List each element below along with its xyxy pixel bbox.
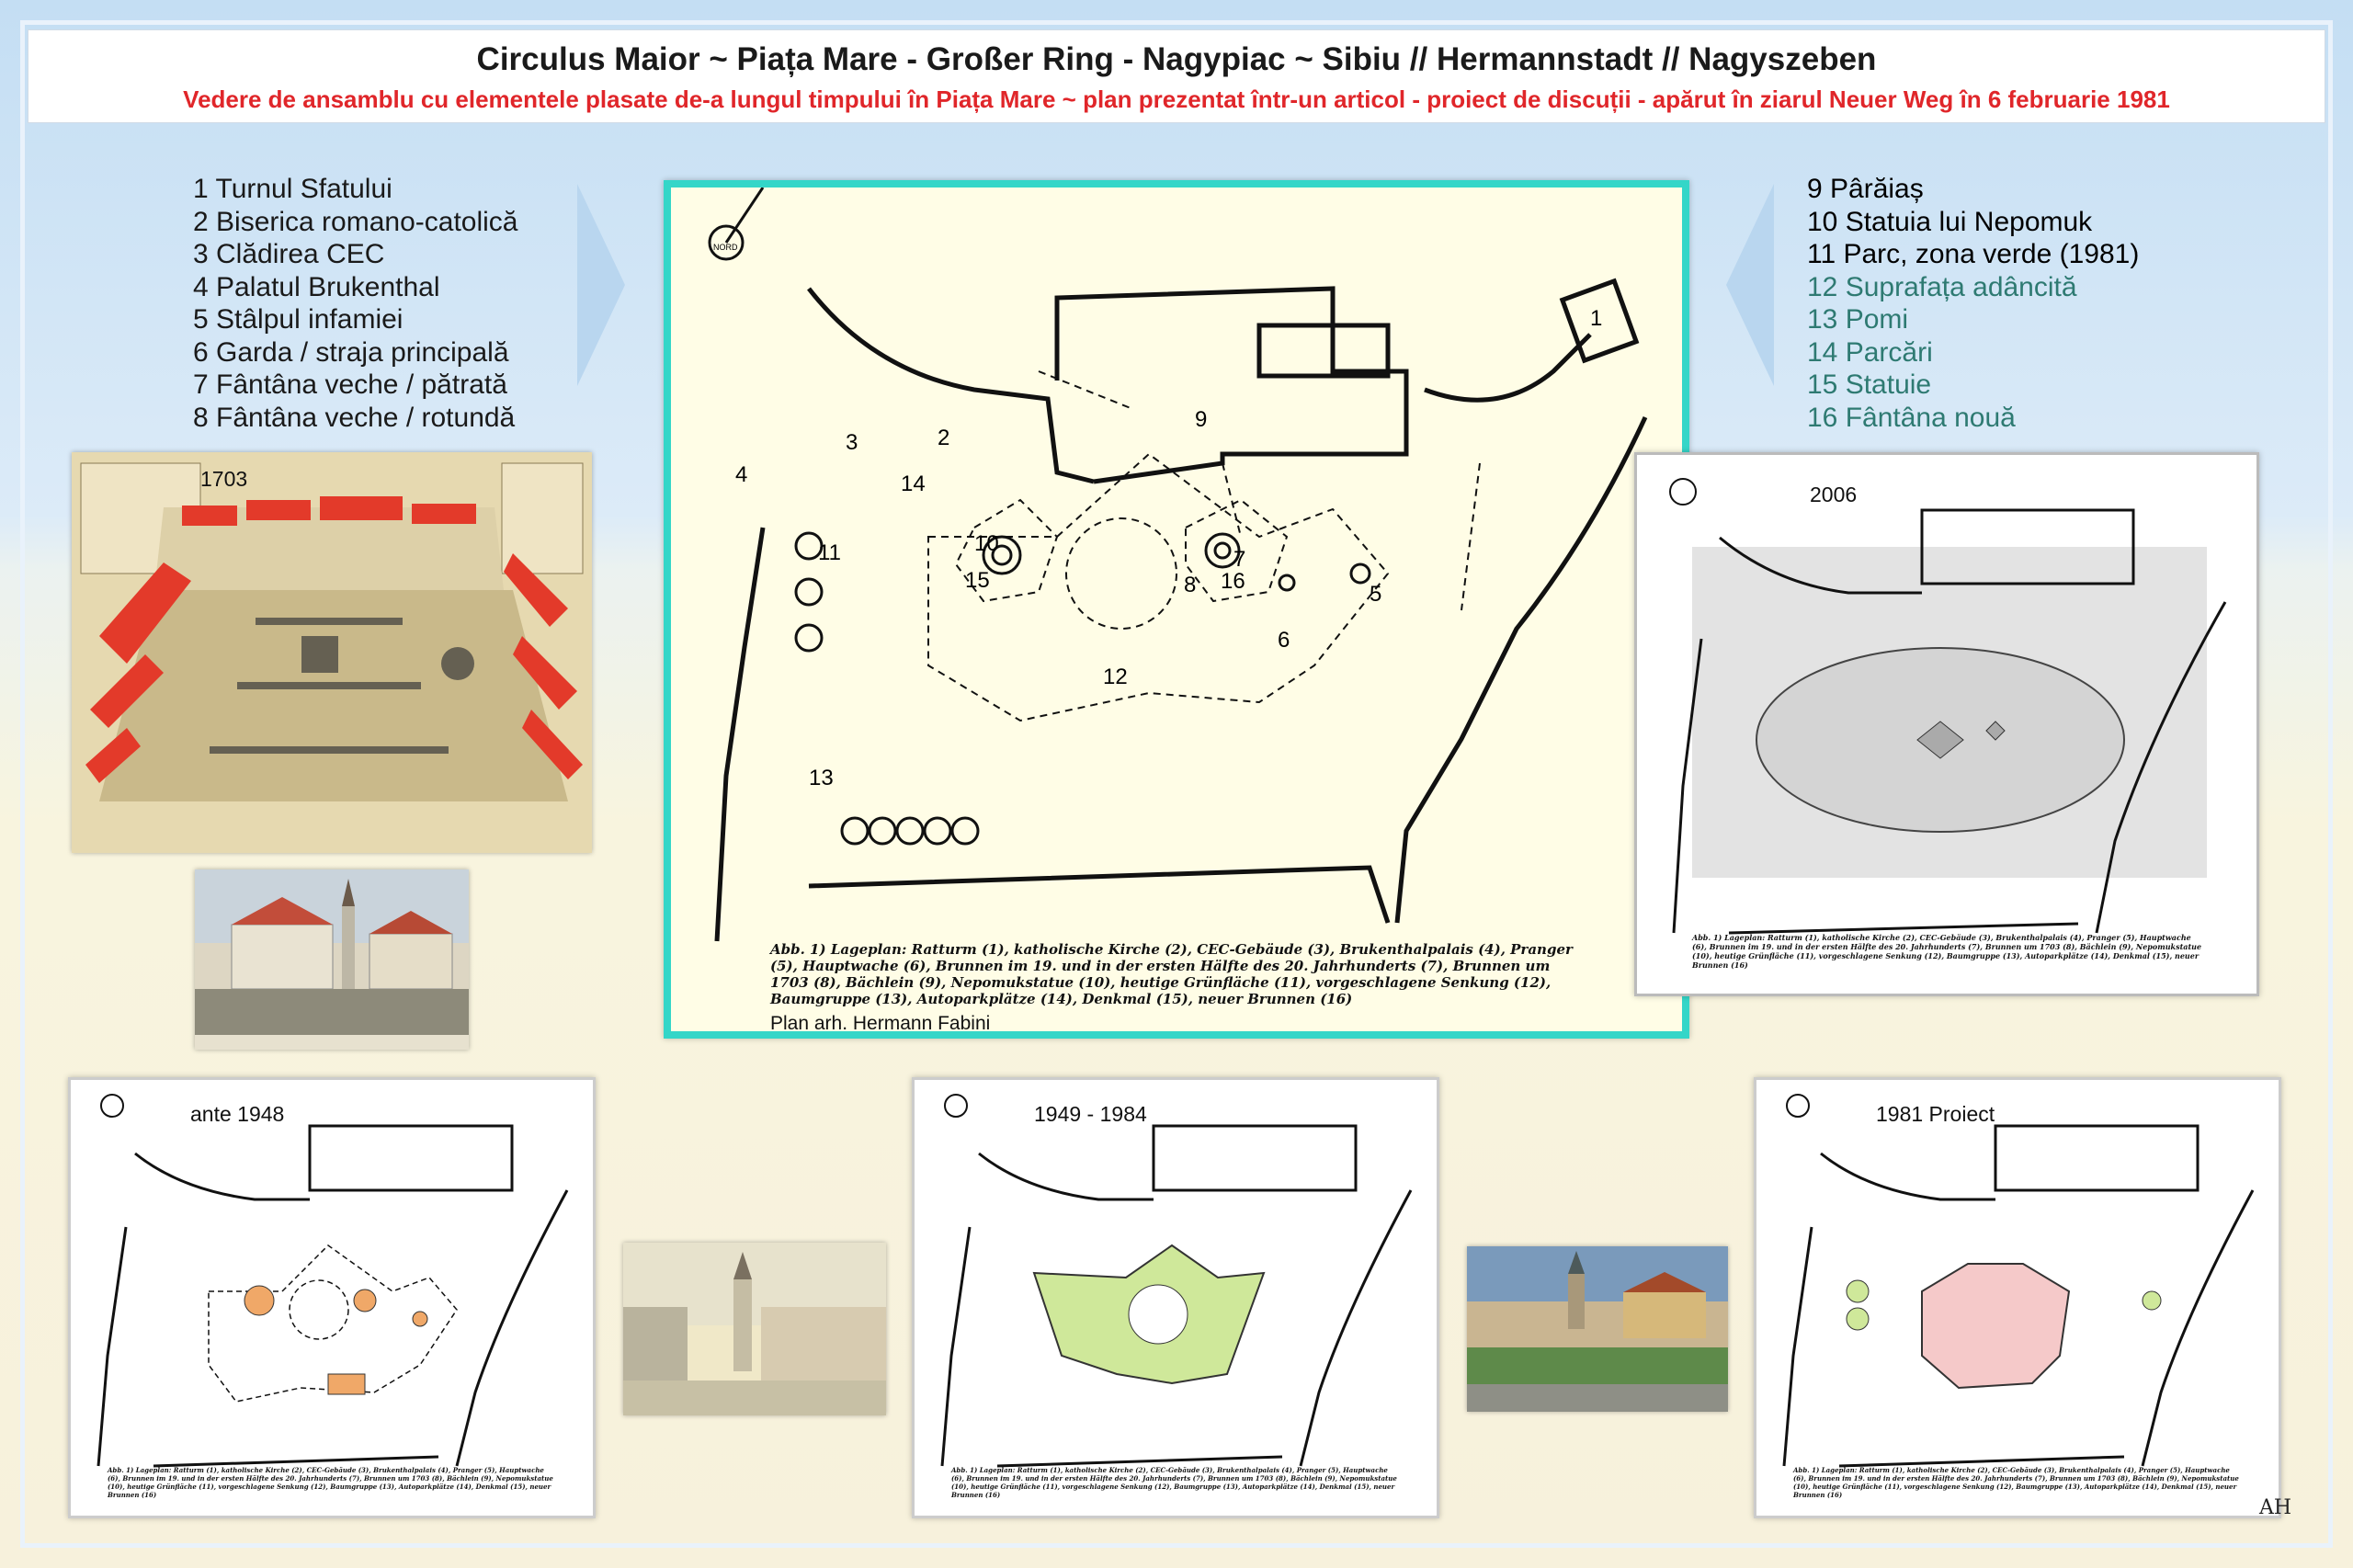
poster-title: Circulus Maior ~ Piața Mare - Großer Ring - Nagypiac ~ Sibiu // Hermannstadt // Nagyszeben (476, 41, 1877, 77)
site-plan-1981-project (1754, 1077, 2281, 1518)
plan-number-label: 8 (1184, 573, 1197, 597)
legend-item: 8 Fântâna veche / rotundă (193, 402, 516, 433)
plan-number-label: 10 (974, 531, 999, 556)
plan-number-label: 12 (1103, 665, 1128, 689)
painting-1703 (72, 452, 592, 853)
plan-number-label: 7 (1233, 547, 1246, 572)
plan-number-label: 14 (901, 472, 926, 496)
legend-item: 3 Clădirea CEC (193, 239, 385, 269)
arrow-left-pointer (1726, 184, 1774, 386)
plan-year-label: 2006 (1810, 483, 1858, 506)
legend-item: 5 Stâlpul infamiei (193, 304, 404, 335)
legend-item-proposed: 12 Suprafața adâncită (1807, 271, 2077, 302)
painting-year-label: 1703 (200, 467, 248, 491)
plan-caption-small: Abb. 1) Lageplan: Ratturm (1), katholische Kirche (2), CEC-Gebäude (3), Brukenthalpalais (4), Pranger (5), Hauptwache (6), Brunnen im 19. und in der ersten Hälfte des 20. Jahrhunderts (7), Brunnen um 1703 (8), Bächlein (9), Nepomukstatue (10), heutige Grünfläche (11), vorgeschlagene Senkung (12), Baumgruppe (13), Autoparkplätze (14), Denkmal (15), neuer Brunnen (16) (108, 1466, 553, 1499)
plan-caption-small: Abb. 1) Lageplan: Ratturm (1), katholische Kirche (2), CEC-Gebäude (3), Brukenthalpalais (4), Pranger (5), Hauptwache (6), Brunnen im 19. und in der ersten Hälfte des 20. Jahrhunderts (7), Brunnen um 1703 (8), Bächlein (9), Nepomukstatue (10), heutige Grünfläche (11), vorgeschlagene Senkung (12), Baumgruppe (13), Autoparkplätze (14), Denkmal (15), neuer Brunnen (16) (1692, 933, 2202, 970)
color-photo (1467, 1246, 1728, 1412)
plan-number-label: 11 (818, 540, 841, 565)
legend-item-proposed: 15 Statuie (1807, 369, 1932, 400)
legend-item: 9 Pârăiaș (1807, 174, 1924, 204)
poster-header (28, 29, 2325, 123)
historic-painting (623, 1243, 886, 1415)
plan-number-label: 15 (965, 568, 990, 593)
arrow-right-pointer (577, 184, 625, 386)
plan-period-label: ante 1948 (190, 1102, 285, 1126)
plan-caption-small: Abb. 1) Lageplan: Ratturm (1), katholische Kirche (2), CEC-Gebäude (3), Brukenthalpalais (4), Pranger (5), Hauptwache (6), Brunnen im 19. und in der ersten Hälfte des 20. Jahrhunderts (7), Brunnen um 1703 (8), Bächlein (9), Nepomukstatue (10), heutige Grünfläche (11), vorgeschlagene Senkung (12), Baumgruppe (13), Autoparkplätze (14), Denkmal (15), neuer Brunnen (16) (951, 1466, 1397, 1499)
legend-item-proposed: 13 Pomi (1807, 304, 1909, 335)
legend-item: 4 Palatul Brukenthal (193, 271, 440, 302)
plan-number-label: 2 (938, 426, 950, 450)
north-label: NORD (713, 243, 738, 252)
legend-right (1807, 173, 2139, 434)
legend-item-proposed: 16 Fântâna nouă (1807, 402, 2016, 433)
site-plan-ante-1948 (68, 1077, 596, 1518)
plan-period-label: 1949 - 1984 (1034, 1102, 1147, 1126)
painting-square-view (195, 869, 469, 1050)
plan-number-label: 13 (809, 766, 834, 790)
site-plan-1949-1984 (912, 1077, 1439, 1518)
author-signature: AH (2259, 1496, 2292, 1519)
poster-subtitle: Vedere de ansamblu cu elementele plasate de-a lungul timpului în Piața Mare ~ plan prezentat într-un articol - proiect de discuții - apărut în ziarul Neuer Weg în 6 februarie 1981 (183, 85, 2170, 113)
plan-number-label: 9 (1195, 407, 1208, 432)
legend-item: 7 Fântâna veche / pătrată (193, 369, 507, 400)
plan-caption-small: Abb. 1) Lageplan: Ratturm (1), katholische Kirche (2), CEC-Gebäude (3), Brukenthalpalais (4), Pranger (5), Hauptwache (6), Brunnen im 19. und in der ersten Hälfte des 20. Jahrhunderts (7), Brunnen um 1703 (8), Bächlein (9), Nepomukstatue (10), heutige Grünfläche (11), vorgeschlagene Senkung (12), Baumgruppe (13), Autoparkplätze (14), Denkmal (15), neuer Brunnen (16) (1793, 1466, 2239, 1499)
legend-item: 2 Biserica romano-catolică (193, 206, 518, 237)
plan-number-label: 16 (1221, 569, 1245, 594)
legend-item: 10 Statuia lui Nepomuk (1807, 206, 2093, 237)
plan-period-label: 1981 Proiect (1876, 1102, 1995, 1126)
legend-left (193, 173, 517, 434)
plan-number-label: 5 (1370, 582, 1382, 607)
legend-item: 6 Garda / straja principală (193, 336, 509, 368)
plan-number-label: 4 (735, 462, 748, 487)
legend-item: 1 Turnul Sfatului (193, 174, 392, 204)
legend-item: 11 Parc, zona verde (1981) (1807, 239, 2140, 269)
plan-number-label: 6 (1278, 628, 1290, 653)
site-plan-2006 (1634, 452, 2259, 996)
legend-item-proposed: 14 Parcări (1807, 336, 1933, 368)
plan-caption: Abb. 1) Lageplan: Ratturm (1), katholische Kirche (2), CEC-Gebäude (3), Brukenthalpalais (4), Pranger (5), Hauptwache (6), Brunnen im 19. und in der ersten Hälfte des 20. Jahrhunderts (7), Brunnen um 1703 (8), Bächlein (9), Nepomukstatue (10), heutige Grünfläche (11), vorgeschlagene Senkung (12), Baumgruppe (13), Autoparkplätze (14), Denkmal (15), neuer Brunnen (16) (770, 941, 1573, 1007)
plan-number-label: 3 (846, 430, 858, 455)
plan-credit: Plan arh. Hermann Fabini (770, 1013, 991, 1034)
plan-number-label: 1 (1590, 306, 1603, 331)
main-site-plan (664, 180, 1689, 1039)
